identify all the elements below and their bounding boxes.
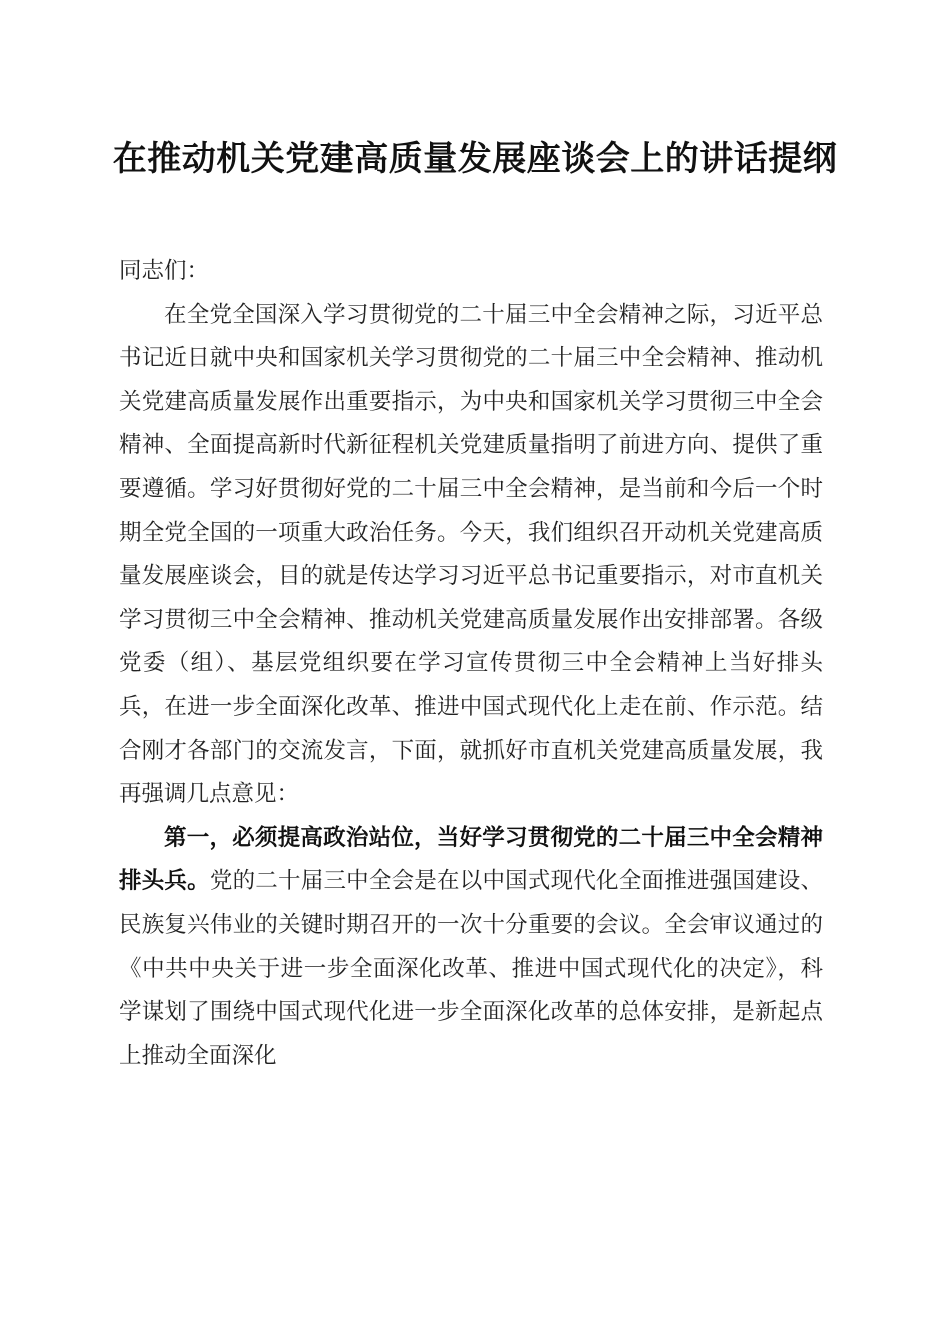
section-1-text: 党的二十届三中全会是在以中国式现代化全面推进强国建设、民族复兴伟业的关键时期召开的一次十分重要的会议。全会审议通过的《中共中央关于进一步全面深化改革、推进中国式现代化的决定》，科学谋划了围绕中国式现代化进一步全面深化改革的总体安排，是新起点上推动全面深化 — [119, 868, 823, 1069]
paragraph-intro: 在全党全国深入学习贯彻党的二十届三中全会精神之际，习近平总书记近日就中央和国家机关学习贯彻党的二十届三中全会精神、推动机关党建高质量发展作出重要指示，为中央和国家机关学习贯彻三中全会精神、全面提高新时代新征程机关党建质量指明了前进方向、提供了重要遵循。学习好贯彻好党的二十届三中全会精神，是当前和今后一个时期全党全国的一项重大政治任务。今天，我们组织召开动机关党建高质量发展座谈会，目的就是传达学习习近平总书记重要指示，对市直机关学习贯彻三中全会精神、推动机关党建高质量发展作出安排部署。各级党委（组）、基层党组织要在学习宣传贯彻三中全会精神上当好排头兵，在进一步全面深化改革、推进中国式现代化上走在前、作示范。结合刚才各部门的交流发言，下面，就抓好市直机关党建高质量发展，我再强调几点意见： — [119, 301, 823, 808]
document-body — [119, 250, 823, 1078]
paragraph-section-1 — [119, 817, 823, 1079]
document-title: 在推动机关党建高质量发展座谈会上的讲话提纲 — [112, 139, 838, 179]
salutation: 同志们： — [119, 258, 210, 284]
section-1-heading: 第一，必须提高政治站位，当好学习贯彻党的二十届三中全会精神排头兵。 — [119, 824, 823, 895]
